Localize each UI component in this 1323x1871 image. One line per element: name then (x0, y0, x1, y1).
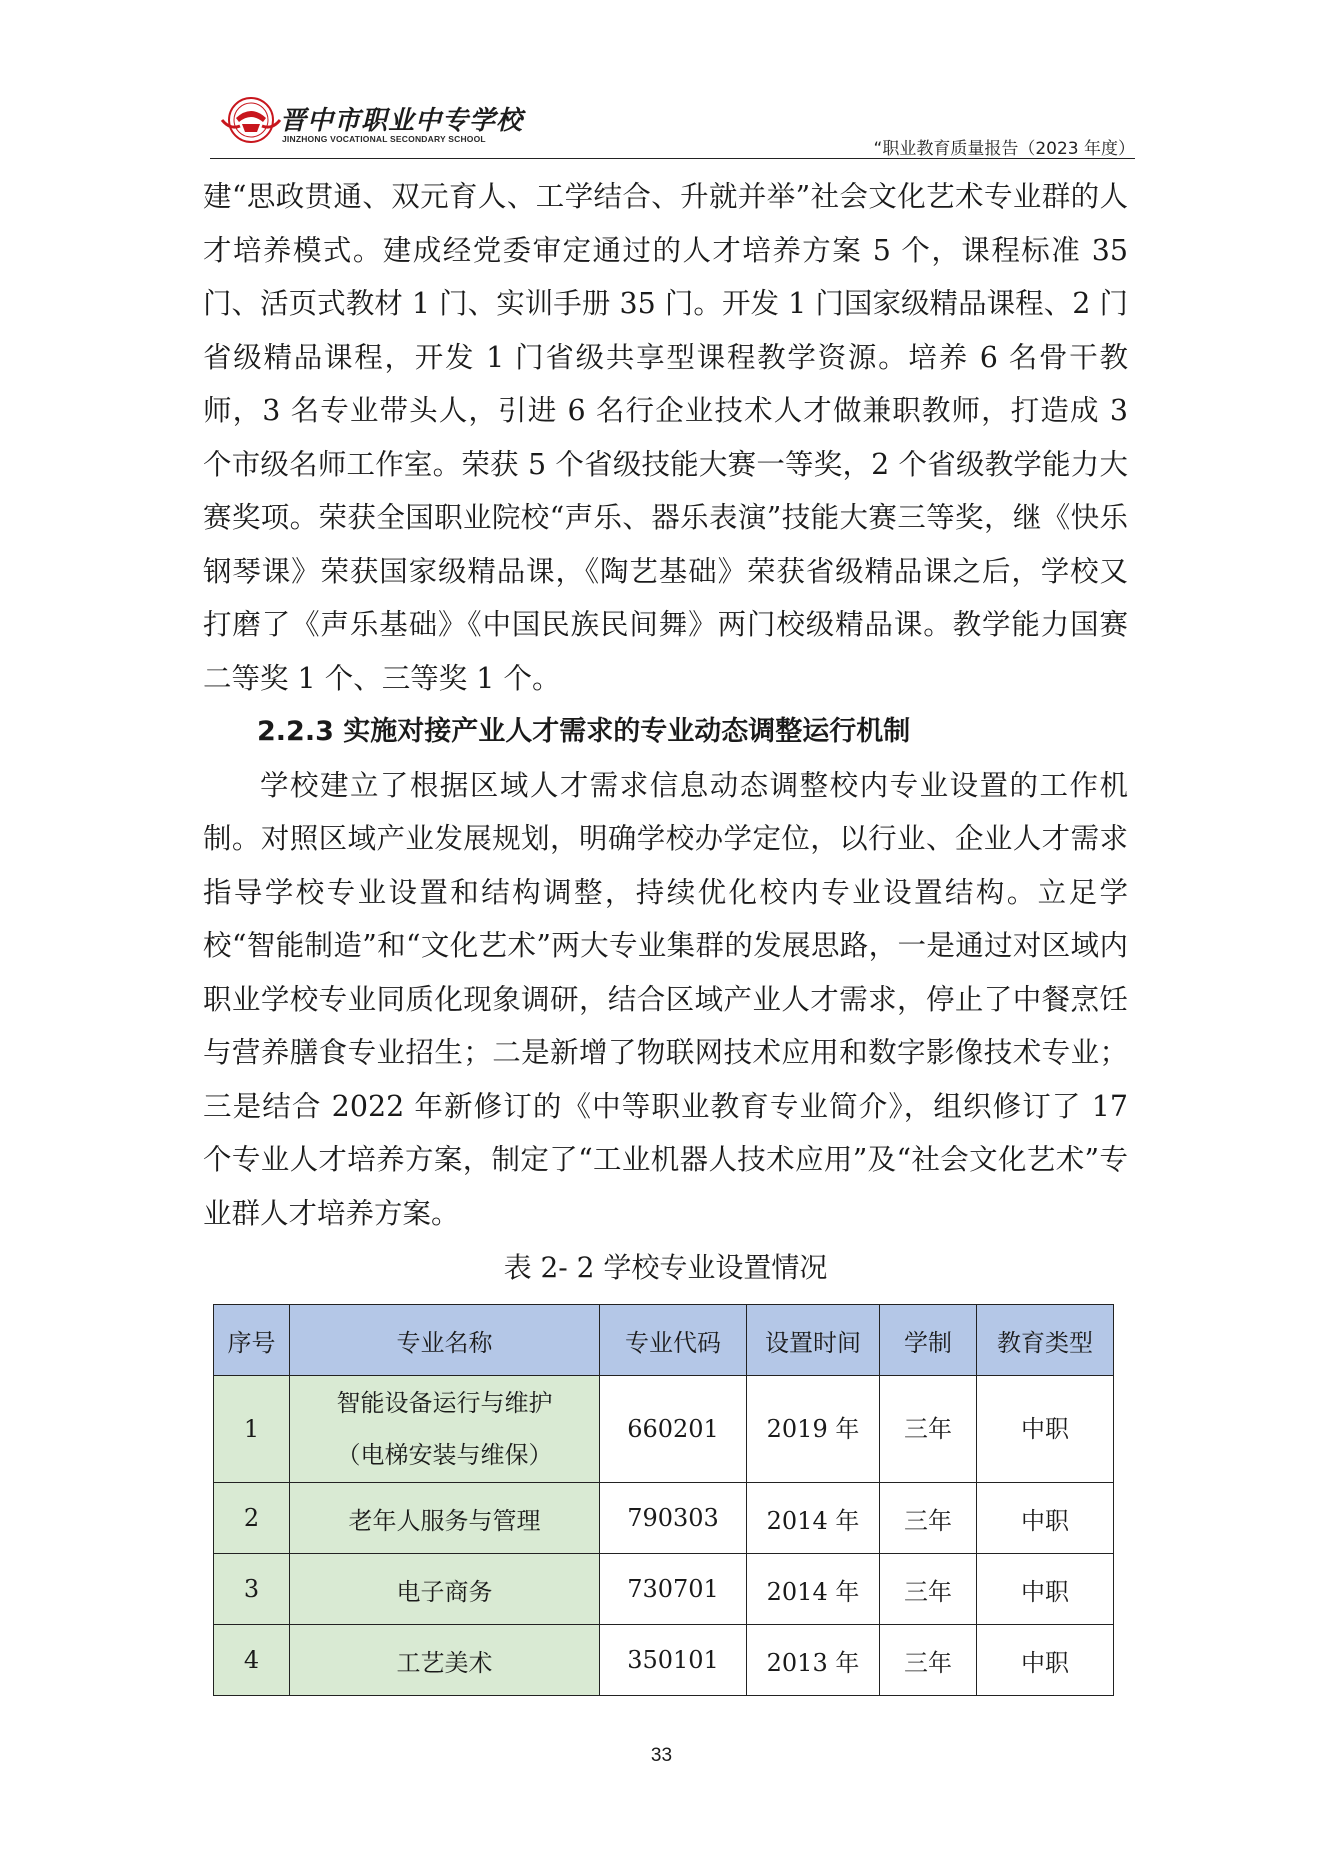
cell-type: 中职 (977, 1483, 1114, 1554)
school-name-en: JINZHONG VOCATIONAL SECONDARY SCHOOL (282, 134, 486, 144)
school-logo-icon (220, 96, 282, 146)
body-text (203, 170, 1128, 1240)
paragraph-2: 学校建立了根据区域人才需求信息动态调整校内专业设置的工作机制。对照区域产业发展规划，明确学校办学定位，以行业、企业人才需求指导学校专业设置和结构调整，持续优化校内专业设置结构。立足学校“智能制造”和“文化艺术”两大专业集群的发展思路，一是通过对区域内职业学校专业同质化现象调研，结合区域产业人才需求，停止了中餐烹饪与营养膳食专业招生；二是新增了物联网技术应用和数字影像技术专业；三是结合 2022 年新修订的《中等职业教育专业简介》，组织修订了 17 个专业人才培养方案，制定了“工业机器人技术应用”及“社会文化艺术”专业群人才培养方案。 (203, 768, 1128, 1230)
cell-type: 中职 (977, 1625, 1114, 1696)
cell-no: 1 (214, 1376, 290, 1483)
header-code: 专业代码 (600, 1305, 747, 1376)
cell-name: 电子商务 (290, 1554, 600, 1625)
table-row (214, 1554, 1114, 1625)
paragraph-1: 建“思政贯通、双元育人、工学结合、升就并举”社会文化艺术专业群的人才培养模式。建成经党委审定通过的人才培养方案 5 个，课程标准 35 门、活页式教材 1 门、实训手册 35 门。开发 1 门国家级精品课程、2 门省级精品课程，开发 1 门省级共享型课程教学资源。培养 6 名骨干教师，3 名专业带头人，引进 6 名行企业技术人才做兼职教师，打造成 3 个市级名师工作室。荣获 5 个省级技能大赛一等奖，2 个省级教学能力大赛奖项。荣获全国职业院校“声乐、器乐表演”技能大赛三等奖，继《快乐钢琴课》荣获国家级精品课，《陶艺基础》荣获省级精品课之后，学校又打磨了《声乐基础》《中国民族民间舞》两门校级精品课。教学能力国赛二等奖 1 个、三等奖 1 个。 (203, 180, 1128, 695)
cell-no: 3 (214, 1554, 290, 1625)
header-type: 教育类型 (977, 1305, 1114, 1376)
header-name: 专业名称 (290, 1305, 600, 1376)
cell-duration: 三年 (880, 1554, 977, 1625)
cell-year: 2013 年 (747, 1625, 880, 1696)
cell-duration: 三年 (880, 1625, 977, 1696)
cell-name (290, 1376, 600, 1483)
header-duration: 学制 (880, 1305, 977, 1376)
section-heading: 2.2.3 实施对接产业人才需求的专业动态调整运行机制 (257, 716, 911, 747)
cell-name-sub: （电梯安装与维保） (336, 1441, 553, 1469)
cell-year: 2014 年 (747, 1483, 880, 1554)
cell-year: 2014 年 (747, 1554, 880, 1625)
page-number: 33 (650, 1745, 673, 1766)
cell-year: 2019 年 (747, 1376, 880, 1483)
cell-name: 工艺美术 (290, 1625, 600, 1696)
school-name-cn: 晋中市职业中专学校 (280, 106, 524, 136)
cell-duration: 三年 (880, 1376, 977, 1483)
page-header (210, 96, 1135, 160)
header-divider (210, 158, 1135, 159)
cell-type: 中职 (977, 1376, 1114, 1483)
header-no: 序号 (214, 1305, 290, 1376)
cell-name-main: 智能设备运行与维护 (336, 1389, 553, 1417)
table-row (214, 1625, 1114, 1696)
major-settings-table (213, 1304, 1114, 1696)
cell-code: 350101 (600, 1625, 747, 1696)
cell-name: 老年人服务与管理 (290, 1483, 600, 1554)
table-header-row (214, 1305, 1114, 1376)
report-title: “职业教育质量报告（2023 年度） (873, 139, 1135, 159)
cell-type: 中职 (977, 1554, 1114, 1625)
cell-code: 730701 (600, 1554, 747, 1625)
cell-no: 4 (214, 1625, 290, 1696)
table-caption: 表 2- 2 学校专业设置情况 (503, 1251, 828, 1284)
table-row (214, 1376, 1114, 1483)
header-year: 设置时间 (747, 1305, 880, 1376)
cell-duration: 三年 (880, 1483, 977, 1554)
table-row (214, 1483, 1114, 1554)
cell-no: 2 (214, 1483, 290, 1554)
cell-code: 660201 (600, 1376, 747, 1483)
cell-code: 790303 (600, 1483, 747, 1554)
